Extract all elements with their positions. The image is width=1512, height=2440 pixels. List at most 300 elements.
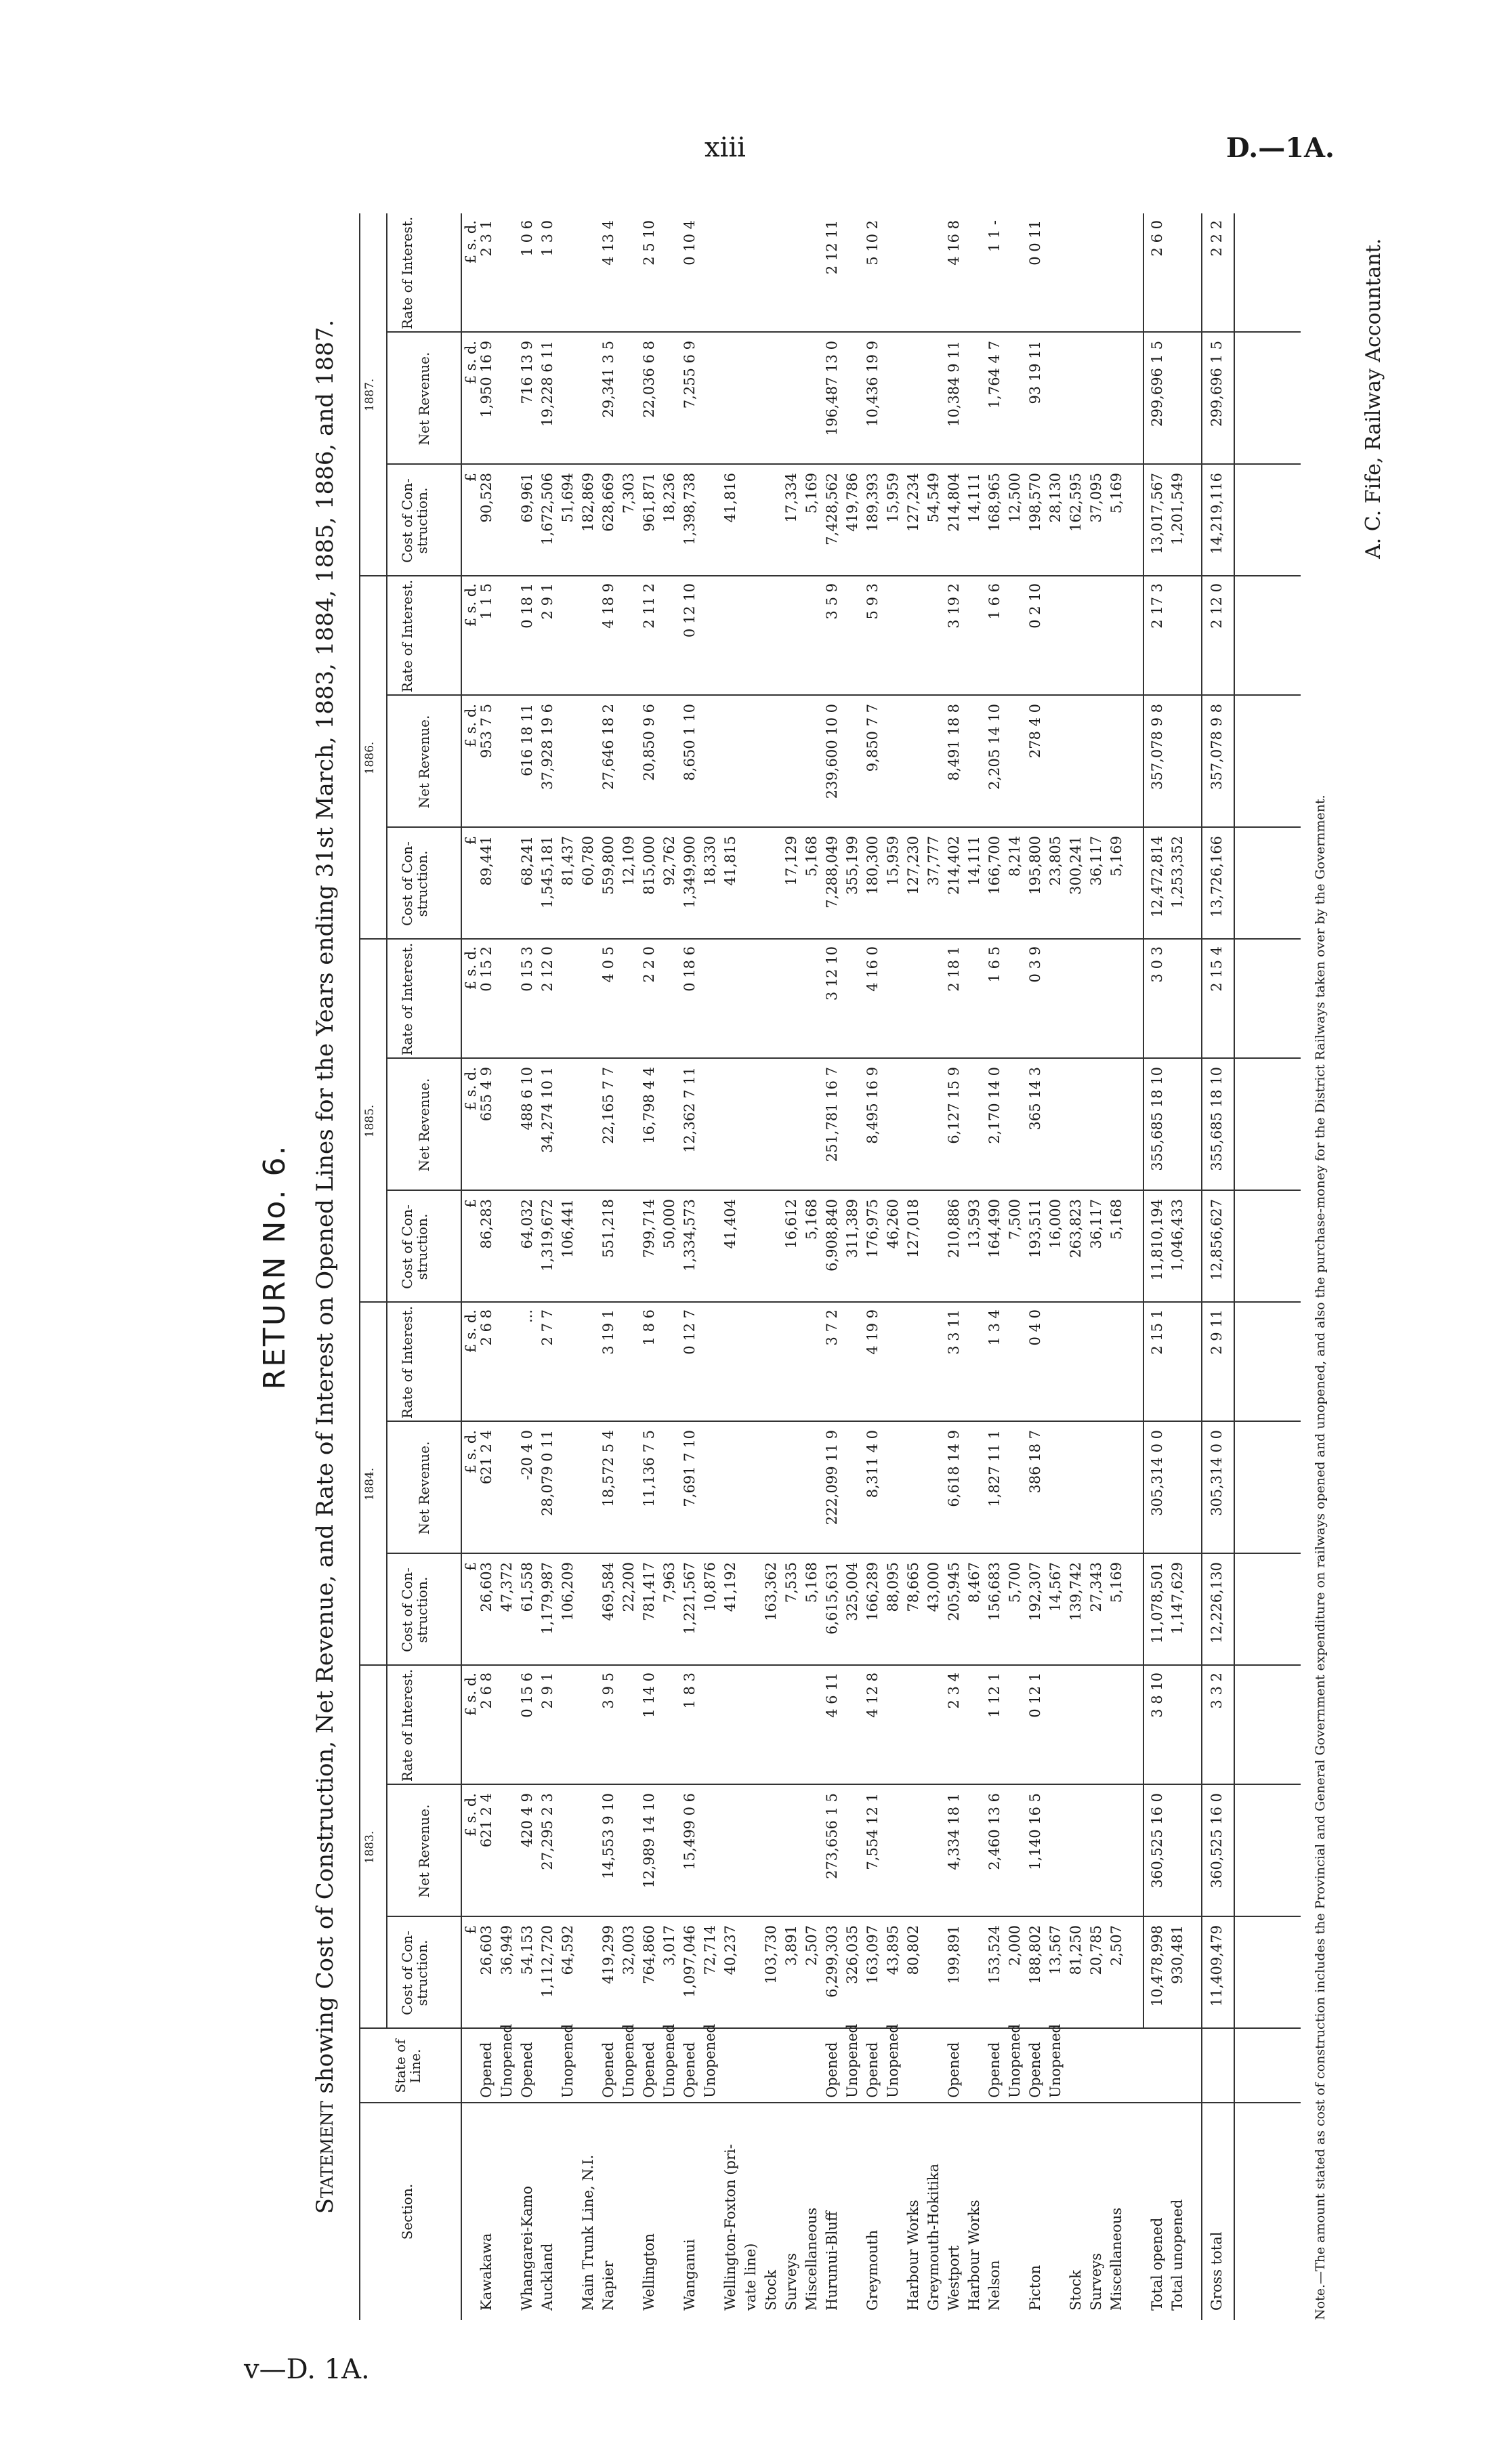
header-rate: Rate of Interest.	[399, 216, 415, 330]
total-opened-row-net: 299,696 1 5	[1149, 341, 1165, 427]
table-row-cost: 27,343	[1088, 1562, 1104, 1612]
table-row-rate: 0 10 4	[681, 220, 698, 266]
table-row-cost: 60,780	[580, 836, 596, 886]
table-row-cost: 1,672,506	[539, 473, 555, 545]
total-unopened-row-cost: 1,046,433	[1169, 1199, 1185, 1271]
total-unopened-row-cost: 1,253,352	[1169, 836, 1185, 908]
table-row-state: Opened	[519, 2042, 535, 2098]
table-row-net: 22,165 7 7	[600, 1067, 616, 1144]
table-row-net: 29,341 3 5	[600, 341, 616, 418]
table-row-net: 420 4 9	[519, 1793, 535, 1848]
table-row-net: 1,950 16 9	[478, 341, 495, 418]
table-row-rate: 1 12 1	[986, 1673, 1003, 1718]
table-row-net: 8,311 4 0	[864, 1430, 881, 1498]
table-top-rule	[359, 213, 360, 2320]
table-row-cost: 8,467	[966, 1562, 982, 1603]
document-reference-right: D.—1A.	[1226, 132, 1335, 164]
table-row-state: Unopened	[560, 2023, 576, 2098]
table-row-cost: 7,500	[1007, 1199, 1023, 1240]
table-row-rate: 1 1 -	[986, 220, 1003, 253]
year-rule	[386, 576, 387, 940]
table-row-cost: 15,959	[885, 836, 901, 886]
total-unopened-row-cost: 930,481	[1169, 1925, 1185, 1984]
table-row-cost: 263,823	[1068, 1199, 1084, 1258]
table-row-rate: 4 6 11	[824, 1673, 840, 1718]
table-row-state: Opened	[824, 2042, 840, 2098]
table-row-rate: 0 15 2	[478, 946, 495, 992]
table-row-cost: 41,192	[722, 1562, 738, 1612]
table-row-net: 18,572 5 4	[600, 1430, 616, 1507]
page-number: xiii	[705, 132, 746, 163]
table-row-section: vate line)	[742, 2243, 759, 2311]
table-row-cost: 195,800	[1027, 836, 1043, 895]
table-row-cost: 5,700	[1007, 1562, 1023, 1603]
table-row-net: 7,691 7 10	[681, 1430, 698, 1507]
table-row-state: Opened	[641, 2042, 657, 2098]
table-row-cost: 78,665	[905, 1562, 921, 1612]
table-row-cost: 1,349,900	[681, 836, 698, 908]
table-row-net: 716 13 9	[519, 341, 535, 404]
total-opened-row-section: Total opened	[1149, 2217, 1165, 2311]
table-row-cost: 43,000	[925, 1562, 942, 1612]
table-row-rate: 0 3 9	[1027, 946, 1043, 983]
table-row-cost: 419,299	[600, 1925, 616, 1984]
table-row-cost: 106,441	[560, 1199, 576, 1258]
table-row-cost: 69,961	[519, 473, 535, 523]
table-row-cost: 103,730	[763, 1925, 779, 1984]
table-row-cost: 40,237	[722, 1925, 738, 1975]
year-label: 1887.	[363, 378, 377, 412]
unit-rate: £ s. d.	[463, 220, 479, 264]
table-row-net: 28,079 0 11	[539, 1430, 555, 1516]
header-cost: Cost of Con- struction.	[399, 1568, 430, 1652]
year-label: 1885.	[363, 1104, 377, 1138]
table-row-rate: 4 16 0	[864, 946, 881, 992]
table-row-section: Harbour Works	[905, 2200, 921, 2311]
table-row-cost: 198,570	[1027, 473, 1043, 532]
table-row-rate: 2 2 0	[641, 946, 657, 983]
table-row-cost: 192,307	[1027, 1562, 1043, 1621]
table-row-cost: 8,214	[1007, 836, 1023, 877]
gross-total-row-cost: 11,409,479	[1209, 1925, 1225, 2007]
table-row-cost: 311,389	[844, 1199, 860, 1258]
table-row-cost: 23,805	[1047, 836, 1064, 886]
table-row-rate: 0 4 0	[1027, 1309, 1043, 1346]
unit-net: £ s. d.	[463, 341, 479, 385]
header-section: Section.	[399, 2183, 415, 2240]
table-row-cost: 61,558	[519, 1562, 535, 1612]
table-row-rate: 2 3 4	[946, 1673, 962, 1709]
table-row-cost: 300,241	[1068, 836, 1084, 895]
table-row-cost: 551,218	[600, 1199, 616, 1258]
unit-cost: £	[463, 836, 479, 845]
table-row-rate: 2 9 1	[539, 583, 555, 620]
table-row-section: Wanganui	[681, 2239, 698, 2311]
table-row-state: Unopened	[885, 2023, 901, 2098]
table-row-state: Unopened	[499, 2023, 515, 2098]
table-row-rate: 2 3 1	[478, 220, 495, 257]
header-cost: Cost of Con- struction.	[399, 1204, 430, 1289]
table-row-net: 22,036 6 8	[641, 341, 657, 418]
table-row-cost: 12,109	[621, 836, 637, 886]
table-row-cost: 81,437	[560, 836, 576, 886]
table-row-rate: 2 12 0	[539, 946, 555, 992]
table-row-section: Wellington-Foxton (pri-	[722, 2144, 738, 2311]
table-row-rate: ...	[519, 1309, 535, 1324]
table-row-net: 4,334 18 1	[946, 1793, 962, 1870]
table-row-cost: 37,095	[1088, 473, 1104, 523]
table-row-cost: 166,700	[986, 836, 1003, 895]
unit-rate: £ s. d.	[463, 583, 479, 627]
table-row-cost: 18,236	[661, 473, 677, 523]
table-row-net: 20,850 9 6	[641, 704, 657, 781]
table-row-cost: 781,417	[641, 1562, 657, 1621]
table-row-cost: 325,004	[844, 1562, 860, 1621]
table-row-cost: 5,168	[803, 1199, 820, 1240]
unit-cost: £	[463, 1562, 479, 1572]
table-row-cost: 68,241	[519, 836, 535, 886]
gross-total-row-cost: 13,726,166	[1209, 836, 1225, 918]
table-row-cost: 12,500	[1007, 473, 1023, 523]
table-row-rate: 1 6 6	[986, 583, 1003, 620]
table-row-section: Picton	[1027, 2265, 1043, 2311]
table-row-cost: 14,111	[966, 836, 982, 886]
table-row-cost: 5,169	[803, 473, 820, 514]
year-rule	[386, 1303, 387, 1666]
table-row-net: 8,650 1 10	[681, 704, 698, 781]
table-row-net: 616 18 11	[519, 704, 535, 776]
table-row-rate: 3 5 9	[824, 583, 840, 620]
table-row-net: -20 4 0	[519, 1430, 535, 1480]
unit-net: £ s. d.	[463, 1067, 479, 1111]
table-row-cost: 164,490	[986, 1199, 1003, 1258]
gross-total-row-cost: 12,856,627	[1209, 1199, 1225, 1281]
table-row-cost: 1,112,720	[539, 1925, 555, 1998]
table-row-cost: 205,945	[946, 1562, 962, 1621]
header-cost: Cost of Con- struction.	[399, 841, 430, 926]
table-row-net: 278 4 0	[1027, 704, 1043, 759]
table-row-section: Surveys	[783, 2253, 799, 2311]
table-row-rate: 2 9 1	[539, 1673, 555, 1709]
return-table	[359, 213, 1301, 2320]
totals-rule	[1143, 213, 1144, 2029]
header-rate: Rate of Interest.	[399, 942, 415, 1056]
table-row-cost: 54,153	[519, 1925, 535, 1975]
table-row-rate: 1 14 0	[641, 1673, 657, 1718]
table-row-rate: 4 13 4	[600, 220, 616, 266]
table-row-rate: 2 5 10	[641, 220, 657, 266]
table-row-state: Opened	[478, 2042, 495, 2098]
table-row-cost: 26,603	[478, 1925, 495, 1975]
table-row-section: Whangarei-Kamo	[519, 2185, 535, 2311]
gross-total-row-net: 299,696 1 5	[1209, 341, 1225, 427]
table-row-cost: 28,130	[1047, 473, 1064, 523]
table-row-cost: 88,095	[885, 1562, 901, 1612]
table-row-rate: 4 18 9	[600, 583, 616, 629]
table-row-cost: 189,393	[864, 473, 881, 532]
total-opened-row-cost: 11,078,501	[1149, 1562, 1165, 1644]
table-row-cost: 5,169	[1108, 1562, 1125, 1603]
gross-total-row-net: 305,314 0 0	[1209, 1430, 1225, 1516]
year-rule	[386, 940, 387, 1303]
table-row-cost: 14,567	[1047, 1562, 1064, 1612]
header-rate: Rate of Interest.	[399, 579, 415, 693]
table-row-cost: 559,800	[600, 836, 616, 895]
table-row-cost: 1,334,573	[681, 1199, 698, 1271]
table-row-state: Unopened	[1047, 2023, 1064, 2098]
table-row-cost: 13,567	[1047, 1925, 1064, 1975]
table-row-cost: 326,035	[844, 1925, 860, 1984]
table-row-cost: 1,398,738	[681, 473, 698, 545]
unit-net: £ s. d.	[463, 1793, 479, 1837]
total-opened-row-net: 305,314 0 0	[1149, 1430, 1165, 1516]
table-row-net: 93 19 11	[1027, 341, 1043, 404]
table-row-rate: 3 3 11	[946, 1309, 962, 1355]
table-row-net: 1,764 4 7	[986, 341, 1003, 409]
table-row-rate: 1 8 6	[641, 1309, 657, 1346]
table-row-cost: 1,221,567	[681, 1562, 698, 1635]
gross-total-row-cost: 12,226,130	[1209, 1562, 1225, 1644]
header-state: State of Line.	[392, 2039, 423, 2093]
total-opened-row-cost: 10,478,998	[1149, 1925, 1165, 2007]
table-row-rate: 1 3 0	[539, 220, 555, 257]
statement-lead: Statement	[312, 2101, 339, 2214]
table-row-cost: 5,169	[1108, 473, 1125, 514]
table-row-net: 621 2 4	[478, 1430, 495, 1485]
statement-title	[312, 213, 339, 2320]
table-row-net: 19,228 6 11	[539, 341, 555, 427]
table-row-rate: 2 18 1	[946, 946, 962, 992]
table-row-cost: 17,334	[783, 473, 799, 523]
table-row-cost: 7,963	[661, 1562, 677, 1603]
table-row-net: 273,656 1 5	[824, 1793, 840, 1879]
year-label: 1886.	[363, 741, 377, 775]
table-row-cost: 355,199	[844, 836, 860, 895]
table-row-cost: 72,714	[702, 1925, 718, 1975]
table-row-rate: 5 10 2	[864, 220, 881, 266]
total-unopened-row-cost: 1,147,629	[1169, 1562, 1185, 1635]
year-label: 1883.	[363, 1830, 377, 1864]
table-row-section: Greymouth	[864, 2229, 881, 2311]
table-row-cost: 166,289	[864, 1562, 881, 1621]
table-row-rate: 2 11 2	[641, 583, 657, 629]
unit-net: £ s. d.	[463, 1430, 479, 1474]
table-row-net: 6,127 15 9	[946, 1067, 962, 1144]
table-row-cost: 7,428,562	[824, 473, 840, 545]
table-row-rate: 4 12 8	[864, 1673, 881, 1718]
table-row-net: 27,646 18 2	[600, 704, 616, 790]
unit-cost: £	[463, 1199, 479, 1208]
table-row-cost: 163,097	[864, 1925, 881, 1984]
total-opened-row-cost: 11,810,194	[1149, 1199, 1165, 1281]
total-unopened-row-section: Total unopened	[1169, 2199, 1185, 2311]
table-row-net: 621 2 4	[478, 1793, 495, 1848]
table-row-state: Opened	[681, 2042, 698, 2098]
table-row-rate: 2 12 11	[824, 220, 840, 275]
table-row-cost: 43,895	[885, 1925, 901, 1975]
table-row-state: Opened	[986, 2042, 1003, 2098]
total-opened-row-cost: 13,017,567	[1149, 473, 1165, 555]
table-row-rate: 2 7 7	[539, 1309, 555, 1346]
table-row-net: 37,928 19 6	[539, 704, 555, 790]
table-row-rate: 4 19 9	[864, 1309, 881, 1355]
table-row-cost: 5,168	[1108, 1199, 1125, 1240]
table-row-cost: 81,250	[1068, 1925, 1084, 1975]
table-row-net: 8,495 16 9	[864, 1067, 881, 1144]
table-row-cost: 199,891	[946, 1925, 962, 1984]
table-row-rate: 0 15 6	[519, 1673, 535, 1718]
table-row-net: 34,274 10 1	[539, 1067, 555, 1153]
table-row-cost: 1,179,987	[539, 1562, 555, 1635]
table-row-section: Miscellaneous	[1108, 2207, 1125, 2311]
statement-rest: showing Cost of Construction, Net Revenue, and Rate of Interest on Opened Lines for the Years ending 31st March, 1883, 1884, 1885, 1886, and 1887.	[312, 319, 339, 2094]
table-row-section: Hurunui-Bluff	[824, 2211, 840, 2311]
table-row-cost: 36,949	[499, 1925, 515, 1975]
table-row-net: 2,460 13 6	[986, 1793, 1003, 1870]
table-row-net: 1,827 11 1	[986, 1430, 1003, 1507]
table-row-rate: 3 12 10	[824, 946, 840, 1001]
table-row-cost: 41,404	[722, 1199, 738, 1249]
table-row-net: 16,798 4 4	[641, 1067, 657, 1144]
table-row-rate: 0 0 11	[1027, 220, 1043, 266]
header-net: Net Revenue.	[416, 1804, 432, 1898]
gross-total-row-rate: 3 3 2	[1209, 1673, 1225, 1709]
table-row-rate: 4 0 5	[600, 946, 616, 983]
header-net: Net Revenue.	[416, 1078, 432, 1172]
table-row-cost: 16,000	[1047, 1199, 1064, 1249]
table-row-cost: 799,714	[641, 1199, 657, 1258]
signature: A. C. Fife, Railway Accountant.	[1362, 238, 1385, 559]
table-row-cost: 6,615,631	[824, 1562, 840, 1635]
total-opened-row-cost: 12,472,814	[1149, 836, 1165, 918]
table-row-section: Stock	[1068, 2270, 1084, 2311]
table-row-cost: 6,299,303	[824, 1925, 840, 1998]
table-row-net: 8,491 18 8	[946, 704, 962, 781]
table-row-net: 655 4 9	[478, 1067, 495, 1122]
unit-rate: £ s. d.	[463, 946, 479, 990]
unit-net: £ s. d.	[463, 704, 479, 748]
table-row-rate: 0 18 1	[519, 583, 535, 629]
total-opened-row-rate: 2 15 1	[1149, 1309, 1165, 1355]
table-row-section: Miscellaneous	[803, 2207, 820, 2311]
table-row-cost: 54,549	[925, 473, 942, 523]
table-row-cost: 156,683	[986, 1562, 1003, 1621]
gross-rule	[1201, 213, 1202, 2320]
total-opened-row-rate: 3 8 10	[1149, 1673, 1165, 1718]
document-reference-left: v—D. 1A.	[244, 2354, 370, 2385]
table-row-cost: 80,802	[905, 1925, 921, 1975]
table-row-cost: 180,300	[864, 836, 881, 895]
table-row-cost: 210,886	[946, 1199, 962, 1258]
return-title: RETURN No. 6.	[257, 1143, 292, 1390]
year-rule	[386, 1666, 387, 2029]
table-row-cost: 188,802	[1027, 1925, 1043, 1984]
table-row-cost: 168,965	[986, 473, 1003, 532]
table-row-cost: 961,871	[641, 473, 657, 532]
table-row-cost: 37,777	[925, 836, 942, 886]
table-row-cost: 5,168	[803, 1562, 820, 1603]
table-row-cost: 6,908,840	[824, 1199, 840, 1271]
table-row-cost: 89,441	[478, 836, 495, 886]
table-row-cost: 1,545,181	[539, 836, 555, 908]
table-row-cost: 153,524	[986, 1925, 1003, 1984]
table-row-cost: 419,786	[844, 473, 860, 532]
total-opened-row-net: 355,685 18 10	[1149, 1067, 1165, 1171]
table-row-net: 488 6 10	[519, 1067, 535, 1131]
table-row-net: 27,295 2 3	[539, 1793, 555, 1870]
footnote: Note.—The amount stated as cost of construction includes the Provincial and General Government expenditure on railways opened and unopened, and also the purchase-money for the District Railways taken over by the Government.	[1313, 795, 1328, 2320]
table-row-net: 222,099 11 9	[824, 1430, 840, 1526]
col-rule	[359, 2102, 1301, 2103]
table-row-net: 7,255 6 9	[681, 341, 698, 409]
table-row-cost: 139,742	[1068, 1562, 1084, 1621]
table-row-cost: 3,017	[661, 1925, 677, 1966]
table-row-rate: 0 12 7	[681, 1309, 698, 1355]
table-row-state: Opened	[600, 2042, 616, 2098]
table-row-net: 2,205 14 10	[986, 704, 1003, 790]
table-row-cost: 5,169	[1108, 836, 1125, 877]
table-row-section: Greymouth-Hokitika	[925, 2163, 942, 2311]
table-row-cost: 214,804	[946, 473, 962, 532]
table-row-cost: 1,097,046	[681, 1925, 698, 1998]
table-row-net: 386 18 7	[1027, 1430, 1043, 1494]
table-row-cost: 14,111	[966, 473, 982, 523]
table-row-rate: 3 7 2	[824, 1309, 840, 1346]
table-row-net: 12,362 7 11	[681, 1067, 698, 1153]
table-row-rate: 1 3 4	[986, 1309, 1003, 1346]
table-row-section: Stock	[763, 2270, 779, 2311]
table-row-cost: 2,000	[1007, 1925, 1023, 1966]
table-row-net: 12,989 14 10	[641, 1793, 657, 1889]
table-row-cost: 1,319,672	[539, 1199, 555, 1271]
table-row-cost: 36,117	[1088, 836, 1104, 886]
table-row-cost: 64,032	[519, 1199, 535, 1249]
table-row-net: 6,618 14 9	[946, 1430, 962, 1507]
table-row-cost: 176,975	[864, 1199, 881, 1258]
table-row-cost: 106,209	[560, 1562, 576, 1621]
table-row-section: Wellington	[641, 2233, 657, 2311]
table-row-cost: 50,000	[661, 1199, 677, 1249]
header-net: Net Revenue.	[416, 715, 432, 809]
table-row-net: 196,487 13 0	[824, 341, 840, 436]
table-row-cost: 163,362	[763, 1562, 779, 1621]
total-opened-row-net: 357,078 9 8	[1149, 704, 1165, 790]
table-row-section: Harbour Works	[966, 2200, 982, 2311]
table-row-state: Unopened	[702, 2023, 718, 2098]
table-row-cost: 214,402	[946, 836, 962, 895]
table-row-section: Napier	[600, 2260, 616, 2311]
table-row-rate: 1 8 3	[681, 1673, 698, 1709]
table-row-cost: 26,603	[478, 1562, 495, 1612]
table-row-net: 10,384 9 11	[946, 341, 962, 427]
table-row-net: 10,436 19 9	[864, 341, 881, 427]
table-row-section: Main Trunk Line, N.I.	[580, 2154, 596, 2311]
table-row-cost: 92,762	[661, 836, 677, 886]
header-cost: Cost of Con- struction.	[399, 478, 430, 563]
table-row-cost: 17,129	[783, 836, 799, 886]
table-row-cost: 7,535	[783, 1562, 799, 1603]
table-row-rate: 1 0 6	[519, 220, 535, 257]
unit-rate: £ s. d.	[463, 1309, 479, 1353]
table-row-section: Kawakawa	[478, 2233, 495, 2311]
table-row-rate: 1 1 5	[478, 583, 495, 620]
gross-total-row-cost: 14,219,116	[1209, 473, 1225, 555]
table-row-cost: 86,283	[478, 1199, 495, 1249]
table-row-cost: 7,303	[621, 473, 637, 514]
total-opened-row-rate: 3 0 3	[1149, 946, 1165, 983]
header-cost: Cost of Con- struction.	[399, 1931, 430, 2015]
table-row-state: Unopened	[844, 2023, 860, 2098]
